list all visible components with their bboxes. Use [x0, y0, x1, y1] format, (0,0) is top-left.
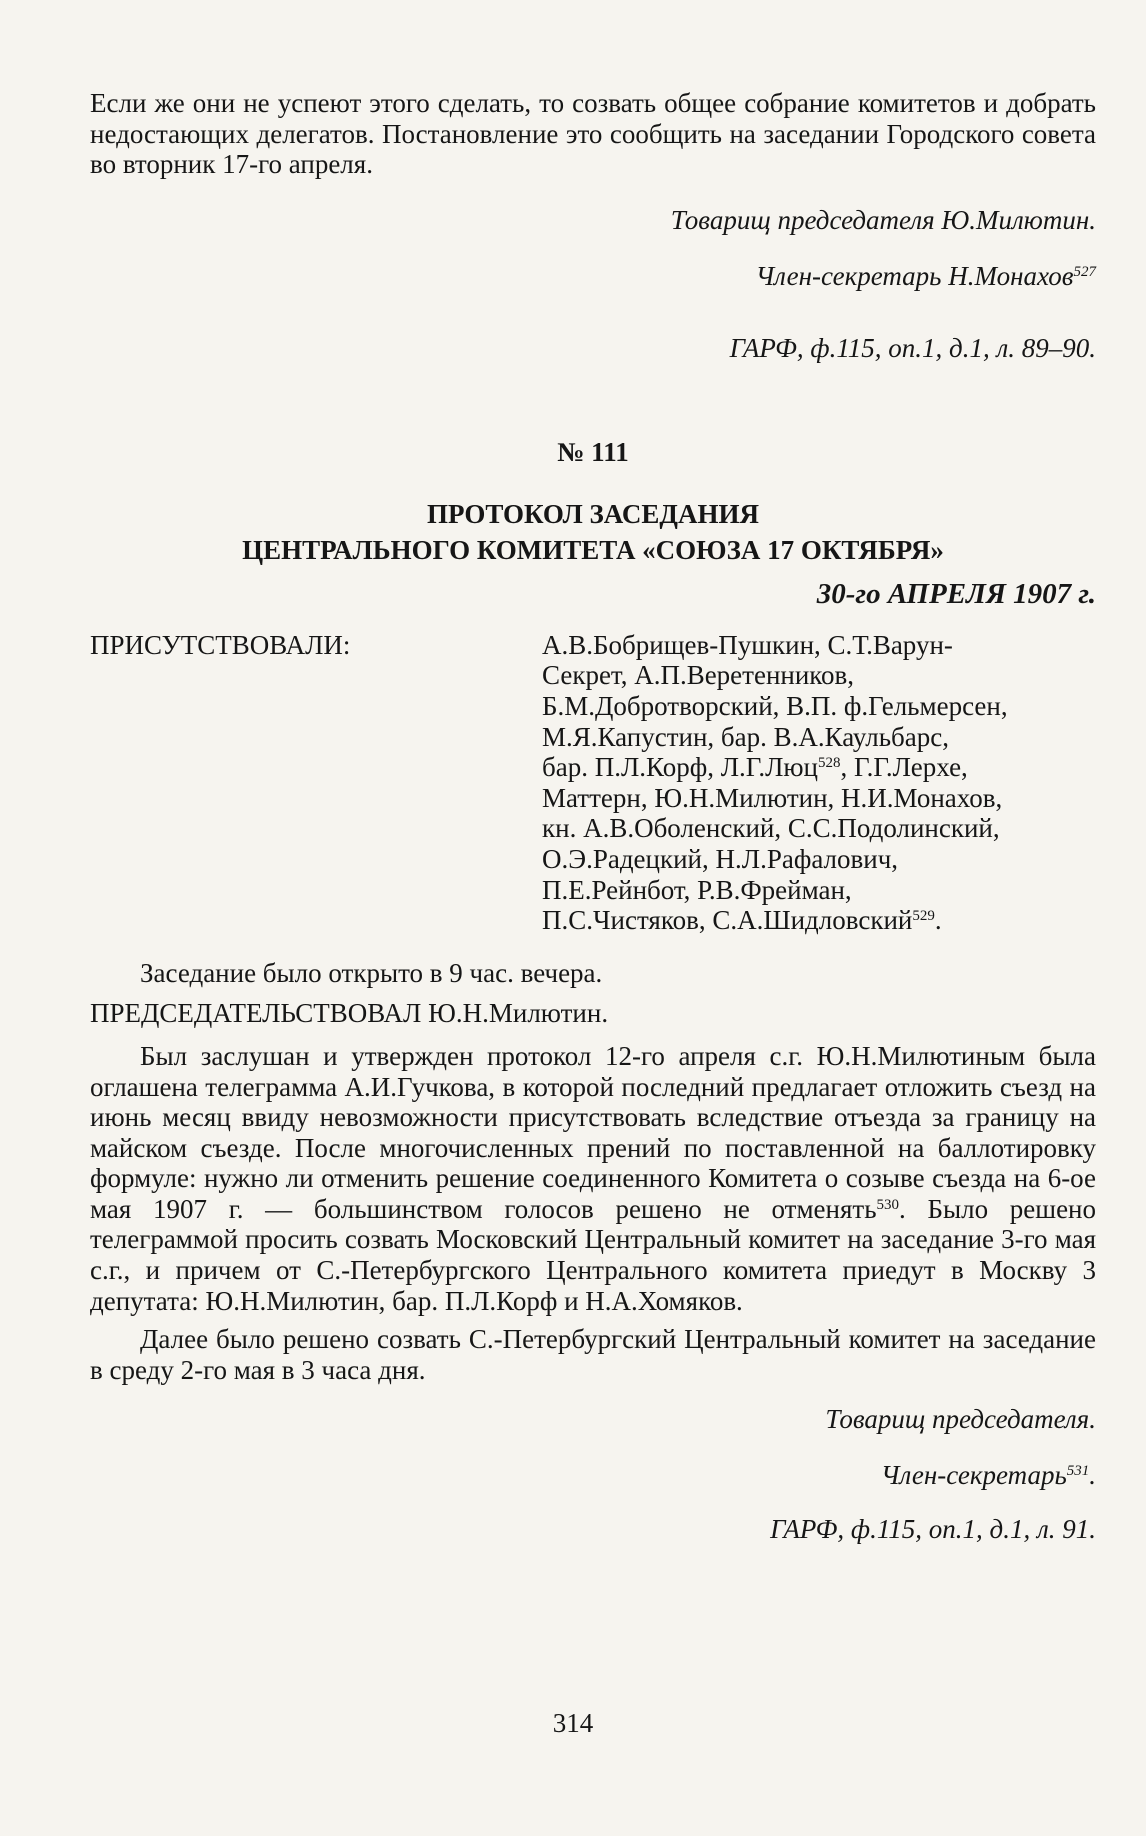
secretary-title-tail: .	[1089, 1460, 1096, 1491]
archive-reference: ГАРФ, ф.115, оп.1, д.1, л. 89–90.	[729, 332, 1096, 363]
document-number: № 111	[557, 436, 629, 467]
attendees-label: ПРИСУТСТВОВАЛИ:	[90, 629, 351, 660]
session-opened-line: Заседание было открыто в 9 час. вечера.	[140, 957, 603, 988]
deputy-chair-signature-2: Товарищ председателя.	[825, 1404, 1096, 1435]
main-paragraph-text-cont: . Было решено телеграммой просить созвать Московский Центральный комитет на заседание 3-го мая с.г., и причем от С.-Петербургского Центрального комитета приедут в Москву 3 депутата: Ю.Н.Милютин, бар. П.Л.Корф и Н.А.Хомяков.	[90, 1193, 1097, 1316]
page-number: 314	[552, 1708, 594, 1738]
attendees-line	[542, 905, 1096, 936]
footnote-527: 527	[1073, 263, 1096, 280]
secretary-title: Член-секретарь	[880, 1460, 1067, 1491]
attendees-list	[542, 630, 1096, 936]
intro-paragraph: Если же они не успеют этого сделать, то созвать общее собрание комитетов и добрать недостающих делегатов. Постановление это сообщить на заседании Городского совета во вторник 17-го апреля.	[90, 88, 1096, 180]
document-date: 30-го АПРЕЛЯ 1907 г.	[816, 577, 1096, 610]
attendees-line-text: бар. П.Л.Корф, Л.Г.Люц	[542, 752, 818, 783]
attendees-line: О.Э.Радецкий, Н.Л.Рафалович,	[542, 843, 899, 874]
footnote-531: 531	[1066, 1463, 1090, 1480]
document-title-line-2: ЦЕНТРАЛЬНОГО КОМИТЕТА «СОЮЗА 17 ОКТЯБРЯ»	[242, 534, 944, 565]
attendees-line: Б.М.Добротворский, В.П. ф.Гельмерсен,	[542, 690, 1008, 721]
secretary-name: Член-секретарь Н.Монахов	[755, 260, 1074, 291]
attendees-line-tail: .	[934, 905, 942, 936]
footnote-529: 529	[912, 908, 935, 925]
secretary-signature-2	[90, 1457, 1096, 1493]
second-paragraph: Далее было решено созвать С.-Петербургский Центральный комитет на заседание в среду 2-го мая в 3 часа дня.	[90, 1324, 1096, 1385]
secretary-signature	[90, 258, 1096, 294]
attendees-line: А.В.Бобрищев-Пушкин, С.Т.Варун-	[542, 629, 953, 660]
attendees-line: Секрет, А.П.Веретенников,	[542, 660, 855, 691]
document-title-line-1: ПРОТОКОЛ ЗАСЕДАНИЯ	[427, 498, 759, 529]
deputy-chair-signature: Товарищ председателя Ю.Милютин.	[670, 204, 1096, 235]
chaired-line: ПРЕДСЕДАТЕЛЬСТВОВАЛ Ю.Н.Милютин.	[90, 998, 609, 1029]
main-paragraph-text: Был заслушан и утвержден протокол 12-го апреля с.г. Ю.Н.Милютиным была оглашена телеграмма А.И.Гучкова, в которой последний предлагает отложить съезд на июнь месяц ввиду невозможности присутствовать вследствие отъезда за границу на майском съезде. После многочисленных прений по поставленной на баллотировку формуле: нужно ли отменить решение соединенного Комитета о созыве съезда на 6-ое мая 1907 г. — большинством голосов решено не отменять	[90, 1040, 1096, 1224]
attendees-line-tail: , Г.Г.Лерхе,	[840, 752, 968, 783]
attendees-block	[90, 630, 1096, 936]
main-paragraph	[90, 1041, 1096, 1316]
attendees-line: П.Е.Рейнбот, Р.В.Фрейман,	[542, 874, 852, 905]
attendees-line	[542, 752, 1096, 783]
attendees-line: М.Я.Капустин, бар. В.А.Каульбарс,	[542, 721, 949, 752]
attendees-line-text: П.С.Чистяков, С.А.Шидловский	[542, 905, 913, 936]
footnote-528: 528	[818, 755, 841, 772]
footnote-530: 530	[876, 1196, 900, 1213]
attendees-line: кн. А.В.Оболенский, С.С.Подолинский,	[542, 813, 1000, 844]
archive-reference-2: ГАРФ, ф.115, оп.1, д.1, л. 91.	[770, 1514, 1096, 1545]
attendees-line: Маттерн, Ю.Н.Милютин, Н.И.Монахов,	[542, 782, 1003, 813]
